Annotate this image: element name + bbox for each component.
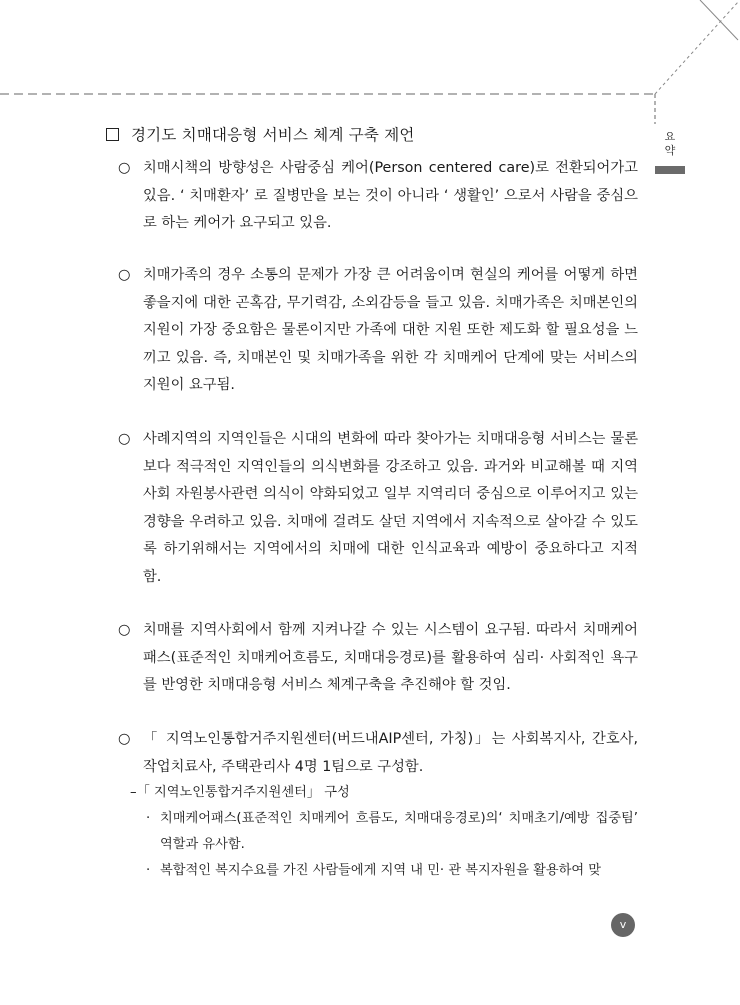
dot-bullet-icon: · <box>146 811 151 826</box>
sub-list-item <box>146 858 638 884</box>
sub-list-item <box>146 806 638 858</box>
bullet-text: 사례지역의 지역인들은 시대의 변화에 따라 찾아가는 치매대응형 서비스는 물론 보다 적극적인 지역인들의 의식변화를 강조하고 있음. 과거와 비교해볼 때 지역사회 자원봉사관련 의식이 약화되었고 일부 지역리더 중심으로 이루어지고 있는 경향을 우려하고 있음. 치매에 걸려도 살던 지역에서 지속적으로 살아갈 수 있도록 하기위해서는 지역에서의 치매에 대한 인식교육과 예방이 중요하다고 지적함. <box>143 431 638 585</box>
bullet-text: 「 지역노인통합거주지원센터(버드내AIP센터, 가칭)」는 사회복지사, 간호사, 작업치료사, 주택관리사 4명 1팀으로 구성함. <box>143 731 638 775</box>
bullet-item <box>118 617 638 700</box>
bullet-item <box>118 262 638 400</box>
section-heading <box>106 123 415 145</box>
page-number-badge: v <box>611 913 635 937</box>
bullet-text: 치매를 지역사회에서 함께 지켜나갈 수 있는 시스템이 요구됨. 따라서 치매케어패스(표준적인 치매케어흐름도, 치매대응경로)를 활용하여 심리· 사회적인 욕구를 반영한 치매대응형 서비스 체계구축을 추진해야 할 것임. <box>143 622 638 693</box>
section-heading-text: 경기도 치매대응형 서비스 체계 구축 제언 <box>131 126 415 144</box>
side-tab-char: 약 <box>664 144 676 157</box>
side-tab-char: 요 <box>664 130 676 143</box>
checkbox-square-icon <box>106 128 119 141</box>
sub-item-text: 복합적인 복지수요를 가진 사람들에게 지역 내 민· 관 복지자원을 활용하여 맞 <box>160 863 602 878</box>
sub-item-text: 치매케어패스(표준적인 치매케어 흐름도, 치매대응경로)의‘ 치매초기/예방 집중팀’ 역할과 유사함. <box>160 811 638 852</box>
bullet-item <box>118 155 638 238</box>
bullet-text: 치매시책의 방향성은 사람중심 케어(Person centered care)로 전환되어가고 있음. ‘ 치매환자’ 로 질병만을 보는 것이 아니라 ‘ 생활인’ 으로서 사람을 중심으로 하는 케어가 요구되고 있음. <box>143 160 638 231</box>
circle-bullet-icon: ○ <box>118 160 131 176</box>
corner-fold-line <box>700 0 738 40</box>
circle-bullet-icon: ○ <box>118 731 131 747</box>
dot-bullet-icon: · <box>146 863 151 878</box>
bullet-item <box>118 426 638 591</box>
corner-fold-diagonal <box>655 2 738 94</box>
side-tab-bar <box>655 166 685 174</box>
circle-bullet-icon: ○ <box>118 622 131 638</box>
bullet-text: 치매가족의 경우 소통의 문제가 가장 큰 어려움이며 현실의 케어를 어떻게 하면 좋을지에 대한 곤혹감, 무기력감, 소외감등을 들고 있음. 치매가족은 치매본인의 지원이 가장 중요함은 물론이지만 가족에 대한 지원 또한 제도화 할 필요성을 느끼고 있음. 즉, 치매본인 및 치매가족을 위한 각 치매케어 단계에 맞는 서비스의 지원이 요구됨. <box>143 267 638 393</box>
circle-bullet-icon: ○ <box>118 431 131 447</box>
side-tab-summary <box>660 130 680 158</box>
sub-heading: –「 지역노인통합거주지원센터」 구성 <box>130 785 350 800</box>
bullet-item <box>118 726 638 781</box>
circle-bullet-icon: ○ <box>118 267 131 283</box>
